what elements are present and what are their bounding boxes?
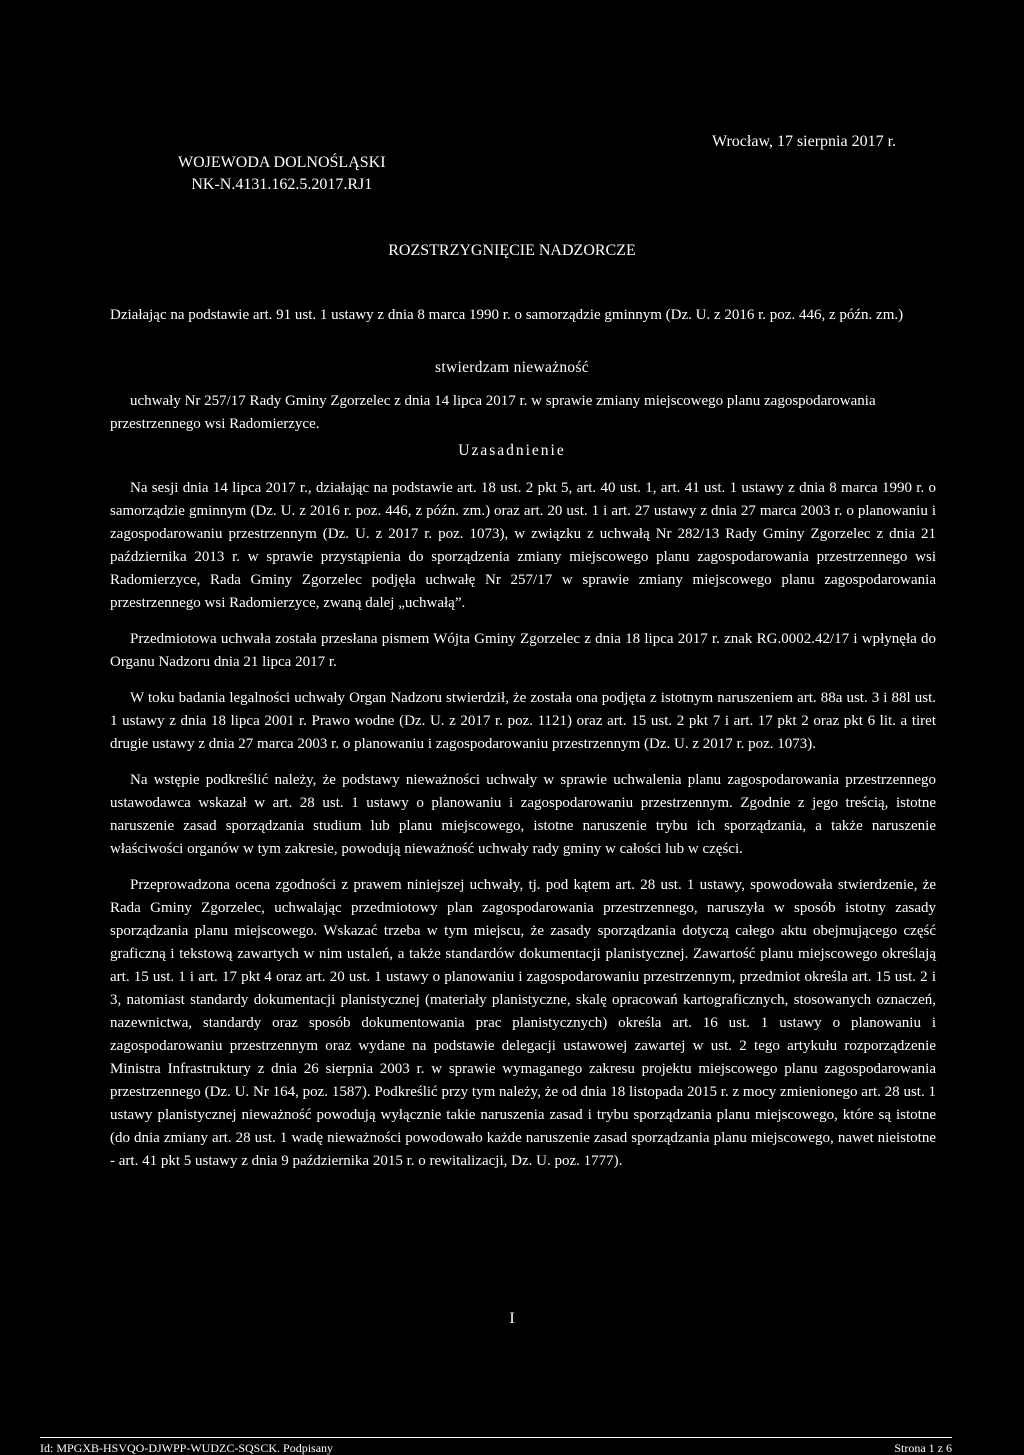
paragraph: Na wstępie podkreślić należy, że podstawy nieważności uchwały w sprawie uchwalenia planu zagospodarowania przestrzennego ustawodawca wskazał w art. 28 ust. 1 ustawy o planowaniu i zagospodarowaniu przestrzennym. Zgodnie z jego treścią, istotne naruszenie zasad sporządzania studium lub planu miejscowego, istotne naruszenie trybu ich sporządzania, a także naruszenie właściwości organów w tym zakresie, powodują nieważność uchwały rady gminy w całości lub w części.: [110, 772, 936, 857]
footer-document-id: Id: MPGXB-HSVQO-DJWPP-WUDZC-SQSCK. Podpisany: [40, 1441, 334, 1455]
issuer-name: WOJEWODA DOLNOŚLĄSKI: [178, 154, 386, 171]
justification-body: [110, 477, 936, 1186]
case-number: NK-N.4131.162.5.2017.RJ1: [191, 176, 373, 193]
footer-divider: [40, 1437, 952, 1438]
paragraph: Przeprowadzona ocena zgodności z prawem niniejszej uchwały, tj. pod kątem art. 28 ust. 1 ustawy, spowodowała stwierdzenie, że Rada Gminy Zgorzelec, uchwalając przedmiotowy plan zagospodarowania przestrzennego, naruszyła w sposób istotny zasady sporządzania planu miejscowego. Wskazać trzeba w tym miejscu, że zasady sporządzania dotyczą całego aktu obejmującego część graficzną i tekstową zawartych w nim ustaleń, a także standardów dokumentacji planistycznej. Zawartość planu miejscowego określają art. 15 ust. 1 i art. 17 pkt 4 oraz art. 20 ust. 1 ustawy o planowaniu i zagospodarowaniu przestrzennym, przedmiot określa art. 15 ust. 2 i 3, natomiast standardy dokumentacji planistycznej (materiały planistyczne, skalę opracowań kartograficznych, stosowanych oznaczeń, nazewnictwa, standardy oraz sposób dokumentowania prac planistycznych) określa art. 16 ust. 1 ustawy o planowaniu i zagospodarowaniu przestrzennym oraz wydane na podstawie delegacji ustawowej zawartej w ust. 2 tego artykułu rozporządzenie Ministra Infrastruktury z dnia 26 sierpnia 2003 r. w sprawie wymaganego zakresu projektu miejscowego planu zagospodarowania przestrzennego (Dz. U. Nr 164, poz. 1587). Podkreślić przy tym należy, że od dnia 18 listopada 2015 r. z mocy zmienionego art. 28 ust. 1 ustawy planistycznej nieważność powodują wyłącznie takie naruszenia zasad i trybu sporządzania planu miejscowego, które są istotne (do dnia zmiany art. 28 ust. 1 wadę nieważności powodowało każde naruszenie zasad sporządzania planu miejscowego, nawet nieistotne - art. 41 pkt 5 ustawy z dnia 9 października 2015 r. o rewitalizacji, Dz. U. poz. 1777).: [110, 877, 936, 1169]
intro-paragraph: Działając na podstawie art. 91 ust. 1 ustawy z dnia 8 marca 1990 r. o samorządzie gminnym (Dz. U. z 2016 r. poz. 446, z późn. zm.): [110, 307, 904, 323]
decision-statement: stwierdzam nieważność: [435, 359, 589, 376]
issuer-block: [178, 152, 386, 196]
footer-page-number: Strona 1 z 6: [894, 1441, 952, 1455]
paragraph: W toku badania legalności uchwały Organ Nadzoru stwierdził, że została ona podjęta z istotnym naruszeniem art. 88a ust. 3 i 88l ust. 1 ustawy z dnia 18 lipca 2001 r. Prawo wodne (Dz. U. z 2017 r. poz. 1121) oraz art. 15 ust. 2 pkt 7 i art. 17 pkt 2 oraz pkt 6 lit. a tiret drugie ustawy z dnia 27 marca 2003 r. o planowaniu i zagospodarowaniu przestrzennym (Dz. U. z 2017 r. poz. 1073).: [110, 690, 936, 752]
justification-heading: Uzasadnienie: [458, 442, 566, 459]
resolution-text: uchwały Nr 257/17 Rady Gminy Zgorzelec z dnia 14 lipca 2017 r. w sprawie zmiany miejscowego planu zagospodarowania przestrzennego wsi Radomierzyce.: [110, 393, 876, 432]
document-title: ROZSTRZYGNIĘCIE NADZORCZE: [388, 242, 636, 259]
paragraph: Przedmiotowa uchwała została przesłana pismem Wójta Gminy Zgorzelec z dnia 18 lipca 2017 r. znak RG.0002.42/17 i wpłynęła do Organu Nadzoru dnia 21 lipca 2017 r.: [110, 631, 936, 670]
place-date: Wrocław, 17 sierpnia 2017 r.: [712, 133, 897, 150]
section-marker: I: [509, 1310, 515, 1327]
paragraph: Na sesji dnia 14 lipca 2017 r., działając na podstawie art. 18 ust. 2 pkt 5, art. 40 ust. 1, art. 41 ust. 1 ustawy z dnia 8 marca 1990 r. o samorządzie gminnym (Dz. U. z 2016 r. poz. 446, z późn. zm.) oraz art. 20 ust. 1 i art. 27 ustawy z dnia 27 marca 2003 r. o planowaniu i zagospodarowaniu przestrzennym (Dz. U. z 2017 r. poz. 1073), w związku z uchwałą Nr 282/13 Rady Gminy Zgorzelec z dnia 21 października 2013 r. w sprawie przystąpienia do sporządzenia zmiany miejscowego planu zagospodarowania przestrzennego wsi Radomierzyce, Rada Gminy Zgorzelec podjęła uchwałę Nr 257/17 w sprawie zmiany miejscowego planu zagospodarowania przestrzennego wsi Radomierzyce, zwaną dalej „uchwałą”.: [110, 480, 936, 611]
